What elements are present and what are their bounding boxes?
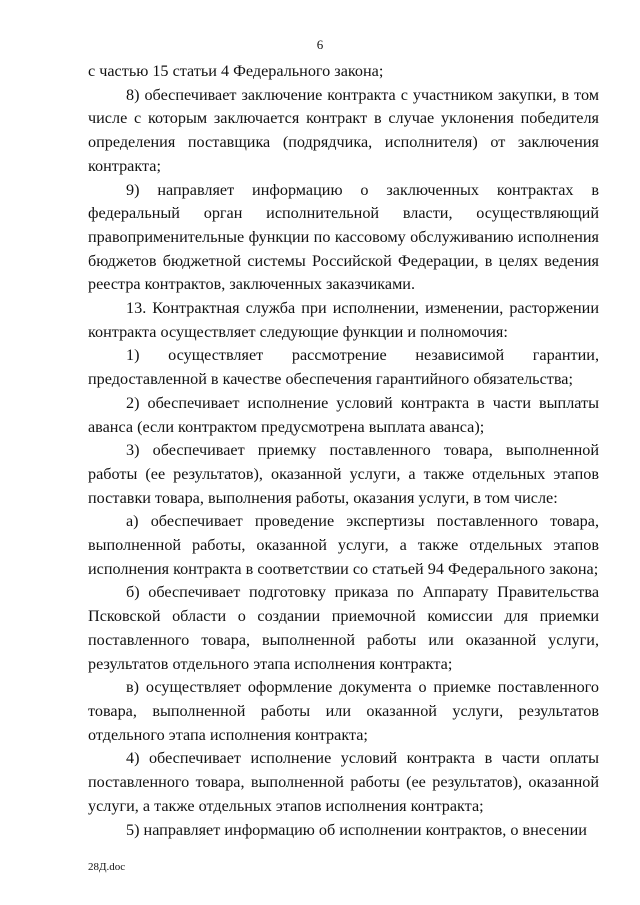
paragraph-item-2: 2) обеспечивает исполнение условий контракта в части выплаты аванса (если контрактом предусмотрена выплата аванса); [88,393,599,436]
paragraph-subitem-v: в) осуществляет оформление документа о приемке поставленного товара, выполненной работы или оказанной услуги, результатов отдельного этапа исполнения контракта; [88,678,599,744]
page-number: 6 [316,37,324,52]
paragraph-subitem-a: а) обеспечивает проведение экспертизы поставленного товара, выполненной работы, оказанной услуги, а также отдельных этапов исполнения контракта в соответствии со статьей 94 Федерального закона; [88,512,599,578]
paragraph-item-3: 3) обеспечивает приемку поставленного товара, выполненной работы (ее результатов), оказанной услуги, а также отдельных этапов поставки товара, выполнения работы, оказания услуги, в том числе: [88,441,599,507]
paragraph-item-8: 8) обеспечивает заключение контракта с участником закупки, в том числе с которым заключается контракт в случае уклонения победителя определения поставщика (подрядчика, исполнителя) от заключения контракта; [88,85,599,175]
paragraph-subitem-b: б) обеспечивает подготовку приказа по Аппарату Правительства Псковской области о создании приемочной комиссии для приемки поставленного товара, выполненной работы или оказанной услуги, результатов отдельного этапа исполнения контракта; [88,583,599,673]
document-body [88,60,599,842]
paragraph-item-4: 4) обеспечивает исполнение условий контракта в части оплаты поставленного товара, выполненной работы (ее результатов), оказанной услуги, а также отдельных этапов исполнения контракта; [88,749,599,815]
paragraph-section-13: 13. Контрактная служба при исполнении, изменении, расторжении контракта осуществляет следующие функции и полномочия: [88,299,599,341]
footer-filename: 28Д.doc [88,861,126,873]
paragraph-continuation: с частью 15 статьи 4 Федерального закона; [88,62,384,80]
paragraph-item-1: 1) осуществляет рассмотрение независимой гарантии, предоставленной в качестве обеспечения гарантийного обязательства; [88,346,599,389]
paragraph-item-9: 9) направляет информацию о заключенных контрактах в федеральный орган исполнительной власти, осуществляющий правоприменительные функции по кассовому обслуживанию исполнения бюджетов бюджетной системы Российской Федерации, в целях ведения реестра контрактов, заключенных заказчиками. [88,180,599,294]
paragraph-item-5: 5) направляет информацию об исполнении контрактов, о внесении [126,820,587,839]
